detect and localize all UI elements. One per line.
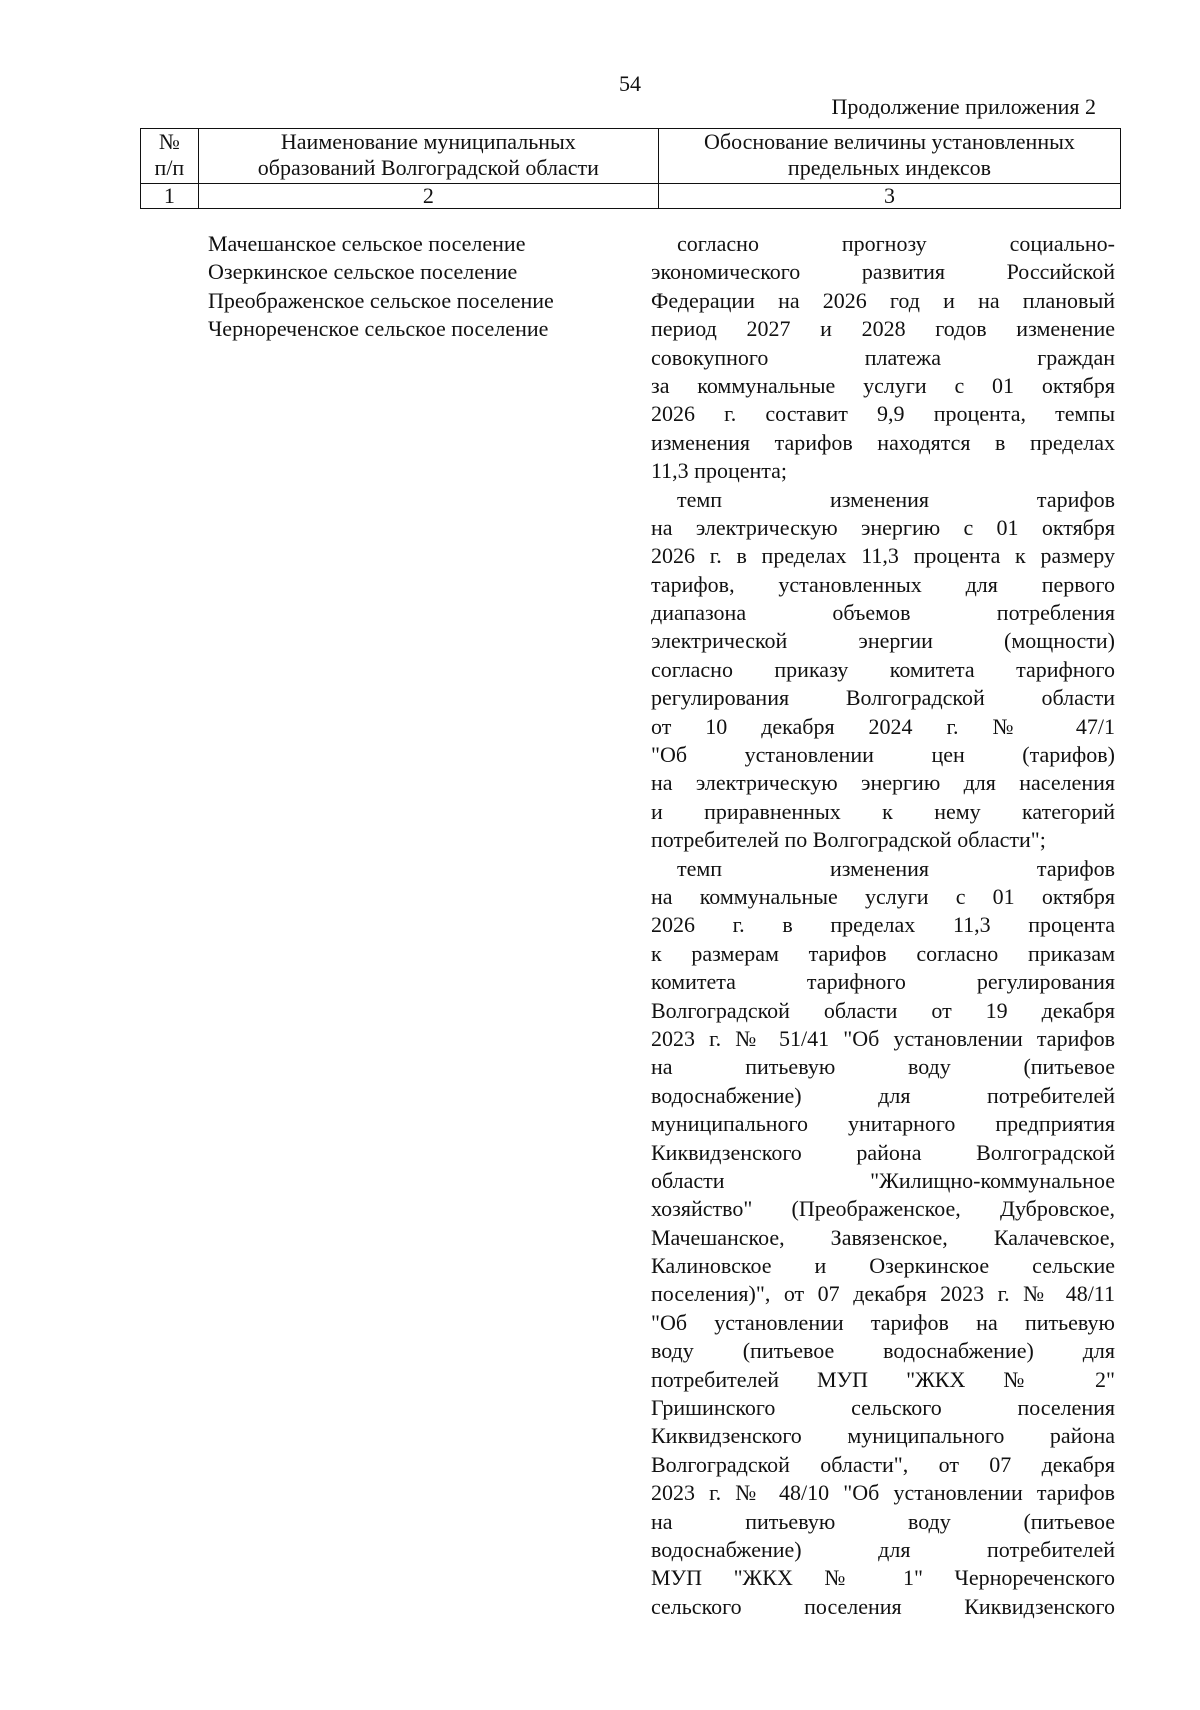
justification-line: муниципального унитарного предприятия — [651, 1111, 1115, 1137]
header-cell-justification — [658, 129, 1120, 184]
justification-line: водоснабжение) для потребителей — [651, 1082, 1115, 1108]
municipality-item: Преображенское сельское поселение — [208, 287, 554, 313]
header-cell-number — [141, 129, 199, 184]
justification-line: за коммунальные услуги с 01 октября — [651, 372, 1115, 398]
justification-line: темп изменения тарифов — [677, 855, 1115, 881]
municipality-item: Чернореченское сельское поселение — [208, 316, 549, 342]
justification-line: Гришинского сельского поселения — [651, 1395, 1115, 1421]
justification-line: на электрическую энергию для населения — [651, 770, 1115, 796]
justification-line: период 2027 и 2028 годов изменение — [651, 316, 1115, 342]
justification-line: экономического развития Российской — [651, 259, 1115, 285]
justification-line: совокупного платежа граждан — [651, 344, 1115, 370]
header-col1-line1: № — [158, 129, 180, 154]
justification-line: Киквидзенского муниципального района — [651, 1423, 1115, 1449]
header-col2-line1: Наименование муниципальных — [280, 129, 576, 154]
justification-line: поселения)", от 07 декабря 2023 г. № 48/11 — [651, 1281, 1115, 1307]
justification-line: регулирования Волгоградской области — [651, 685, 1115, 711]
justification-line: Федерации на 2026 год и на плановый — [651, 287, 1115, 313]
justification-line: на коммунальные услуги с 01 октября — [651, 883, 1115, 909]
justification-line: "Об установлении тарифов на питьевую — [651, 1309, 1115, 1335]
header-col1-line2: п/п — [154, 155, 185, 180]
justification-line: МУП "ЖКХ № 1" Чернореченского — [651, 1565, 1115, 1591]
justification-line: на питьевую воду (питьевое — [651, 1054, 1115, 1080]
justification-line: области "Жилищно-коммунальное — [651, 1167, 1115, 1193]
justification-line: Мачешанское, Завязенское, Калачевское, — [651, 1224, 1115, 1250]
justification-line: 2023 г. № 51/41 "Об установлении тарифов — [651, 1025, 1115, 1051]
municipality-item: Озеркинское сельское поселение — [208, 259, 518, 285]
table-header — [140, 128, 1121, 209]
column-number-2: 2 — [198, 184, 658, 209]
justification-line: Киквидзенского района Волгоградской — [651, 1139, 1115, 1165]
justification-line: "Об установлении цен (тарифов) — [651, 742, 1115, 768]
justification-line: на питьевую воду (питьевое — [651, 1508, 1115, 1534]
justification-line: Волгоградской области от 19 декабря — [651, 997, 1115, 1023]
justification-line: тарифов, установленных для первого — [651, 571, 1115, 597]
justification-line: комитета тарифного регулирования — [651, 969, 1115, 995]
justification-line: 2026 г. составит 9,9 процента, темпы — [651, 401, 1115, 427]
justification-line: от 10 декабря 2024 г. № 47/1 — [651, 713, 1115, 739]
column-number-row — [141, 184, 1121, 209]
justification-line: потребителей по Волгоградской области"; — [651, 827, 1046, 853]
justification-line: 2023 г. № 48/10 "Об установлении тарифов — [651, 1480, 1115, 1506]
justification-line: диапазона объемов потребления — [651, 600, 1115, 626]
justification-line: хозяйство" (Преображенское, Дубровское, — [651, 1196, 1115, 1222]
header-col2-line2: образований Волгоградской области — [257, 155, 599, 180]
justification-line: воду (питьевое водоснабжение) для — [651, 1338, 1115, 1364]
justification-line: изменения тарифов находятся в пределах — [651, 429, 1115, 455]
justification-line: Волгоградской области", от 07 декабря — [651, 1451, 1115, 1477]
justification-line: на электрическую энергию с 01 октября — [651, 514, 1115, 540]
municipality-item: Мачешанское сельское поселение — [208, 231, 526, 256]
justification-line: темп изменения тарифов — [677, 486, 1115, 512]
header-col3-line2: предельных индексов — [787, 155, 991, 180]
justification-line: 2026 г. в пределах 11,3 процента — [651, 912, 1115, 938]
justification-line: согласно приказу комитета тарифного — [651, 656, 1115, 682]
header-cell-municipality — [198, 129, 658, 184]
column-number-3: 3 — [658, 184, 1120, 209]
justification-line: 2026 г. в пределах 11,3 процента к размеру — [651, 543, 1115, 569]
justification-line: потребителей МУП "ЖКХ № 2" — [651, 1366, 1115, 1392]
justification-line: согласно прогнозу социально- — [677, 231, 1115, 256]
justification-line: к размерам тарифов согласно приказам — [651, 940, 1115, 966]
justification-text — [651, 230, 1115, 1621]
page-number: 54 — [619, 71, 641, 96]
municipality-list — [208, 230, 554, 344]
justification-line: электрической энергии (мощности) — [651, 628, 1115, 654]
justification-line: водоснабжение) для потребителей — [651, 1536, 1115, 1562]
column-number-1: 1 — [141, 184, 199, 209]
header-col3-line1: Обоснование величины установленных — [704, 129, 1075, 154]
table-header-row — [141, 129, 1121, 184]
justification-line: сельского поселения Киквидзенского — [651, 1593, 1115, 1619]
justification-line: и приравненных к нему категорий — [651, 798, 1115, 824]
justification-line: 11,3 процента; — [651, 458, 788, 484]
appendix-continuation-note: Продолжение приложения 2 — [831, 94, 1096, 119]
justification-line: Калиновское и Озеркинское сельские — [651, 1253, 1115, 1279]
